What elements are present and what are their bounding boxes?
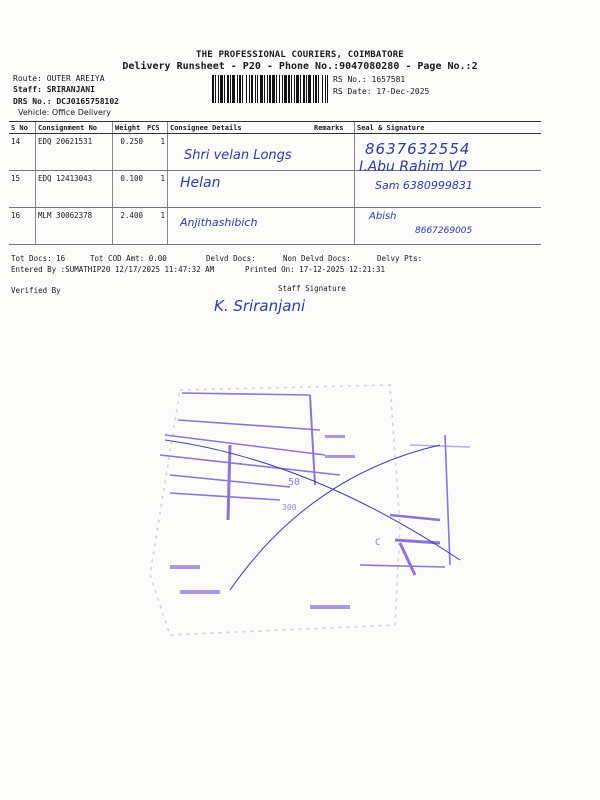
row-seal-cell [355, 171, 542, 208]
row-seal-phone: 8637632554 [365, 140, 471, 158]
delivery-points: Delvy Pts: [377, 254, 423, 263]
row-consignment: EDQ 20621531 [36, 134, 113, 171]
table-row [9, 134, 541, 171]
row-pcs: 1 [145, 134, 168, 171]
row-seal-cell [355, 134, 542, 175]
stamp-fragment: C [375, 538, 381, 548]
row-consignee: Shri velan Longs [184, 148, 292, 163]
barcode-image [212, 75, 328, 103]
row-consignment: MLM 30062378 [36, 208, 113, 245]
row-seal-cell [355, 208, 542, 245]
stamp-fragment: 50 [288, 477, 301, 488]
non-delivered-docs: Non Delvd Docs: [283, 254, 351, 263]
row-sno: 16 [9, 208, 36, 245]
runsheet-title: Delivery Runsheet - P20 - Phone No.:9047080280 - Page No.:2 [122, 61, 478, 72]
rs-number: RS No.: 1657581 [333, 75, 406, 84]
row-weight: 0.250 [113, 134, 146, 171]
col-remarks: Remarks [312, 122, 355, 134]
row-seal-signature: I.Abu Rahim VP [359, 159, 467, 175]
row-pcs: 1 [145, 208, 168, 245]
row-seal-phone: 8667269005 [415, 226, 473, 236]
printed-on: Printed On: 17-12-2025 12:21:31 [245, 265, 385, 274]
runsheet-table [9, 121, 541, 245]
staff-signature-label: Staff Signature [278, 284, 346, 293]
col-sno: S No [9, 122, 36, 134]
row-remarks [312, 208, 355, 245]
verified-by-label: Verified By [11, 286, 61, 295]
total-docs: Tot Docs: 16 [11, 254, 66, 263]
col-consignment: Consignment No [36, 122, 113, 134]
row-seal-signature: Sam 6380999831 [375, 179, 473, 192]
delivered-docs: Delvd Docs: [206, 254, 256, 263]
table-header-row [9, 122, 541, 134]
row-remarks [312, 134, 355, 171]
company-name: THE PROFESSIONAL COURIERS, COIMBATORE [196, 50, 404, 60]
row-pcs: 1 [145, 171, 168, 208]
entered-by: Entered By :SUMATHIP20 12/17/2025 11:47:32 AM [11, 265, 215, 274]
row-sno: 15 [9, 171, 36, 208]
staff-signature: K. Sriranjani [214, 297, 306, 315]
col-pcs: PCS [145, 122, 168, 134]
faded-stamp-image [110, 375, 490, 665]
row-consignee: Anjithashibich [180, 216, 258, 229]
row-seal-signature: Abish [369, 211, 397, 222]
row-consignment: EDQ 12413043 [36, 171, 113, 208]
stamp-fragment: 300 [282, 503, 297, 512]
row-consignee-cell [168, 208, 313, 245]
row-weight: 0.100 [113, 171, 146, 208]
drs-number: DRS No.: DCJ0165758102 [13, 97, 119, 106]
table-row [9, 171, 541, 208]
row-consignee: Helan [180, 175, 221, 191]
rs-date: RS Date: 17-Dec-2025 [333, 87, 430, 96]
row-remarks [312, 171, 355, 208]
staff-label: Staff: SRIRANJANI [13, 85, 95, 94]
col-weight: Weight [113, 122, 146, 134]
row-consignee-cell [168, 134, 313, 171]
col-consignee: Consignee Details [168, 122, 313, 134]
row-consignee-cell [168, 171, 313, 208]
total-cod: Tot COD Amt: 0.00 [90, 254, 167, 263]
row-weight: 2.400 [113, 208, 146, 245]
route-label: Route: OUTER AREIYA [13, 74, 105, 83]
table-row [9, 208, 541, 245]
row-sno: 14 [9, 134, 36, 171]
col-seal-signature: Seal & Signature [355, 122, 542, 134]
vehicle-label: Vehicle: Office Delivery [18, 108, 111, 117]
